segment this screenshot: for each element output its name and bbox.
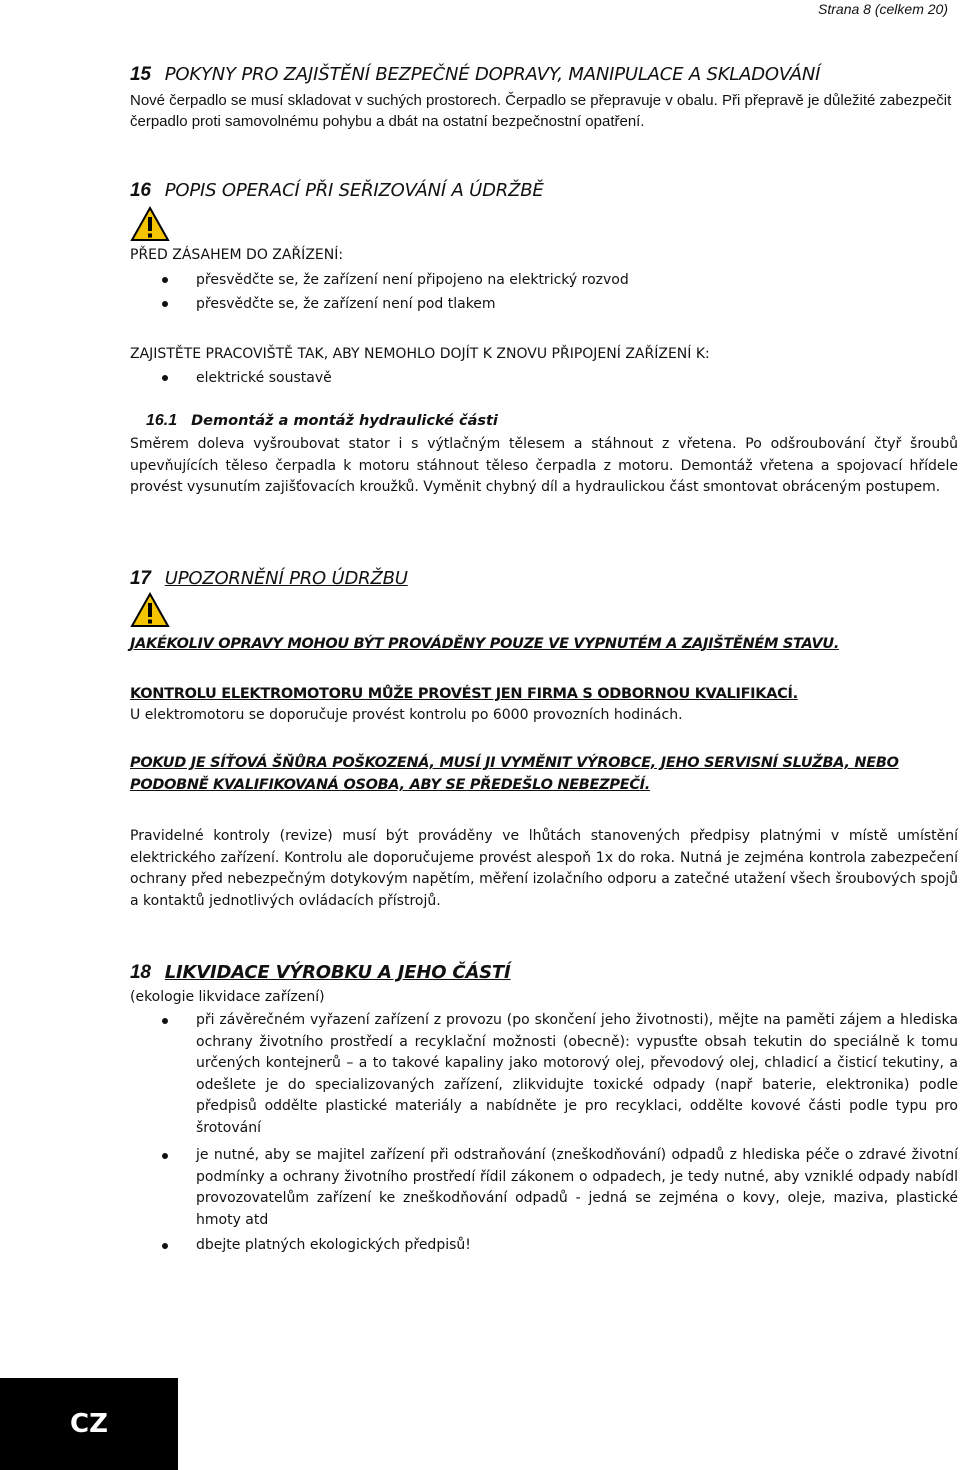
section-title: LIKVIDACE VÝROBKU A JEHO ČÁSTÍ bbox=[164, 962, 511, 983]
warning-triangle-icon bbox=[130, 592, 170, 628]
section-title: UPOZORNĚNÍ PRO ÚDRŽBU bbox=[164, 568, 408, 589]
subsection-title: Demontáž a montáž hydraulické části bbox=[191, 413, 498, 429]
section-number: 16 bbox=[130, 180, 151, 201]
warning-triangle-icon bbox=[130, 206, 170, 242]
subsection-16-1-heading bbox=[146, 412, 498, 430]
section-15-text: Nové čerpadlo se musí skladovat v suchých prostorech. Čerpadlo se přepravuje v obalu. Při přepravě je důležité zabezpečit čerpadlo proti samovolnému pohybu a dbát na ostatní bezpečnostní opatření. bbox=[130, 92, 952, 130]
section-number: 17 bbox=[130, 568, 151, 589]
subsection-number: 16.1 bbox=[146, 412, 178, 429]
list-item: přesvědčte se, že zařízení není pod tlakem bbox=[162, 292, 958, 316]
motor-inspection-warning: KONTROLU ELEKTROMOTORU MŮŽE PROVÉST JEN FIRMA S ODBORNOU KVALIFIKACÍ. bbox=[130, 686, 798, 702]
language-badge: CZ bbox=[0, 1378, 178, 1470]
section-15-heading bbox=[130, 64, 820, 86]
section-17-heading bbox=[130, 568, 408, 590]
section-title: POPIS OPERACÍ PŘI SEŘIZOVÁNÍ A ÚDRŽBĚ bbox=[164, 180, 544, 201]
list-item: elektrické soustavě bbox=[162, 366, 958, 390]
list-item: je nutné, aby se majitel zařízení při odstraňování (zneškodňování) odpadů z hlediska péče o zdravé životní podmínky a ochrany životního prostředí řídil zákonem o odpadech, je tedy nutné, aby vzniklé odpady nabídl provozovatelům zařízení ke zneškodňování odpadů - jedná se zejména o kovy, oleje, maziva, plastické hmoty atd bbox=[162, 1145, 958, 1231]
inspection-text: Pravidelné kontroly (revize) musí být prováděny ve lhůtách stanovených předpisy platnými v místě umístění elektrického zařízení. Kontrolu ale doporučujeme provést alespoň 1x do roka. Nutná je zejména kontrola zabezpečení ochrany před nebezpečným dotykovým napětím, měření izolačního odporu a zatečné utažení všech šroubových spojů a kontaktů jednotlivých ovládacích přístrojů. bbox=[130, 828, 958, 909]
section-title: POKYNY PRO ZAJIŠTĚNÍ BEZPEČNÉ DOPRAVY, MANIPULACE A SKLADOVÁNÍ bbox=[164, 64, 821, 85]
section-number: 18 bbox=[130, 962, 151, 983]
section-16-heading bbox=[130, 180, 544, 202]
section-18-subtitle: (ekologie likvidace zařízení) bbox=[130, 989, 325, 1005]
before-work-list bbox=[162, 268, 958, 316]
motor-inspection-note: U elektromotoru se doporučuje provést kontrolu po 6000 provozních hodinách. bbox=[130, 707, 683, 723]
disposal-list bbox=[162, 1010, 958, 1257]
list-item: při závěrečném vyřazení zařízení z provozu (po skončení jeho životnosti), mějte na paměti zájem a hlediska ochrany životního prostředí a recyklační možnosti (obecně): vypusťte obsah tekutin do speciálně k tomu určených kontejnerů – a to takové kapaliny jako motorový olej, převodový olej, chladicí a čisticí tekutiny, a odešlete je do specializovaných zařízení, zlikvidujte toxické odpady (např baterie, elektronika) podle předpisů oddělte plastické materiály a nabídněte je pro recyklaci, oddělte kovové části podle typu pro šrotování bbox=[162, 1010, 958, 1139]
subsection-16-1-text: Směrem doleva vyšroubovat stator i s výtlačným tělesem a stáhnout z vřetena. Po odšroubování čtyř šroubů upevňujících těleso čerpadla k motoru stáhnout těleso čerpadla z motoru. Demontáž vřetena a spojovací hřídele provést vysunutím zajišťovacích kroužků. Vyměnit chybný díl a hydraulickou část smontovat obráceným postupem. bbox=[130, 436, 958, 495]
section-18-heading bbox=[130, 962, 511, 984]
list-item: dbejte platných ekologických předpisů! bbox=[162, 1235, 958, 1257]
repair-warning: JAKÉKOLIV OPRAVY MOHOU BÝT PROVÁDĚNY POUZE VE VYPNUTÉM A ZAJIŠTĚNÉM STAVU. bbox=[130, 636, 840, 652]
secure-workplace-list bbox=[162, 366, 958, 390]
section-number: 15 bbox=[130, 64, 151, 85]
before-work-label: PŘED ZÁSAHEM DO ZAŘÍZENÍ: bbox=[130, 247, 344, 263]
page-number: Strana 8 (celkem 20) bbox=[818, 1, 948, 17]
secure-workplace-label: ZAJISTĚTE PRACOVIŠTĚ TAK, ABY NEMOHLO DOJÍT K ZNOVU PŘIPOJENÍ ZAŘÍZENÍ K: bbox=[130, 346, 710, 362]
power-cord-warning: POKUD JE SÍŤOVÁ ŠŇŮRA POŠKOZENÁ, MUSÍ JI VYMĚNIT VÝROBCE, JEHO SERVISNÍ SLUŽBA, NEBO PODOBNĚ KVALIFIKOVANÁ OSOBA, ABY SE PŘEDEŠLO NEBEZPEČÍ. bbox=[130, 755, 899, 793]
list-item: přesvědčte se, že zařízení není připojeno na elektrický rozvod bbox=[162, 268, 958, 292]
